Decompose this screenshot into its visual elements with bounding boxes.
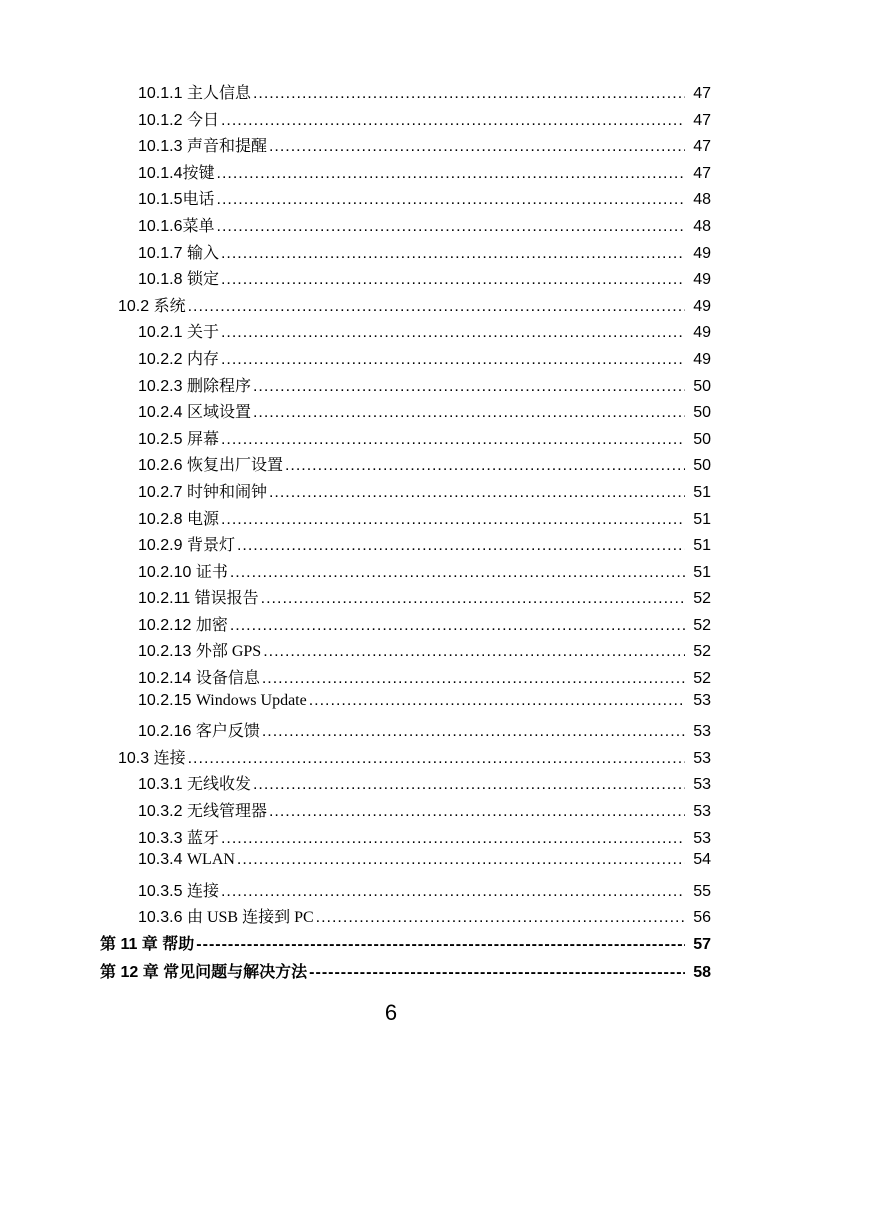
toc-entry-title: 证书 bbox=[195, 563, 228, 581]
toc-entry-number: 10.2.16 bbox=[138, 723, 196, 741]
toc-entry-page: 50 bbox=[693, 377, 711, 395]
toc-entry-title: 主人信息 bbox=[186, 85, 251, 102]
toc-entry[interactable] bbox=[0, 479, 869, 506]
toc-entry-title: 加密 bbox=[195, 616, 228, 634]
toc-entry-label bbox=[138, 186, 215, 209]
toc-entry-label bbox=[138, 532, 235, 555]
toc-entry-number: 10.2.7 bbox=[138, 483, 187, 501]
toc-entry-number: 10.3.2 bbox=[138, 803, 187, 821]
toc-leader-dots bbox=[262, 723, 685, 741]
toc-entry-label bbox=[138, 213, 215, 236]
toc-entry-number: 第 12 章 bbox=[100, 963, 164, 981]
toc-entry-title: 电话 bbox=[182, 191, 215, 209]
toc-entry[interactable] bbox=[0, 399, 869, 426]
toc-entry-title: 设备信息 bbox=[195, 670, 260, 688]
toc-entry-title: 今日 bbox=[186, 111, 219, 129]
toc-entry-number: 10.1.8 bbox=[138, 271, 187, 289]
toc-entry-label bbox=[138, 771, 251, 794]
toc-entry-number: 10.2.2 bbox=[138, 350, 187, 368]
toc-entry-number: 10.3.1 bbox=[138, 776, 187, 794]
toc-entry-title: 无线收发 bbox=[186, 776, 251, 794]
toc-entry-number: 10.3.3 bbox=[138, 829, 187, 847]
toc-entry-label bbox=[100, 931, 194, 954]
toc-entry[interactable] bbox=[0, 665, 869, 692]
toc-entry-label bbox=[138, 479, 267, 502]
toc-leader-dots bbox=[309, 964, 685, 982]
toc-entry-page: 51 bbox=[693, 510, 711, 528]
toc-entry-title: 外部 GPS bbox=[195, 643, 262, 661]
toc-entry[interactable] bbox=[0, 585, 869, 612]
toc-entry-title: 由 USB 连接到 PC bbox=[186, 909, 314, 927]
toc-leader-dots bbox=[309, 692, 685, 710]
toc-entry-title: 错误报告 bbox=[194, 590, 259, 608]
toc-leader-dots bbox=[217, 165, 686, 183]
toc-entry[interactable] bbox=[0, 798, 869, 825]
toc-entry-number: 10.1.6 bbox=[138, 217, 183, 235]
toc-entry-number: 10.1.1 bbox=[138, 85, 187, 102]
toc-entry-page: 50 bbox=[693, 404, 711, 422]
toc-leader-dots bbox=[221, 245, 685, 263]
toc-leader-dots bbox=[217, 191, 686, 209]
toc-entry[interactable] bbox=[0, 825, 869, 852]
toc-entry-number: 10.2 bbox=[118, 297, 154, 315]
toc-leader-dots bbox=[269, 803, 685, 821]
toc-entry-title: 蓝牙 bbox=[186, 829, 219, 847]
toc-entry-page: 48 bbox=[693, 217, 711, 235]
toc-entry-number: 10.2.4 bbox=[138, 404, 187, 422]
toc-entry-label bbox=[138, 718, 260, 741]
toc-entry-number: 10.1.4 bbox=[138, 164, 183, 182]
toc-entry[interactable] bbox=[0, 107, 869, 134]
toc-entry-title: 系统 bbox=[153, 297, 186, 315]
toc-leader-dots bbox=[253, 404, 685, 422]
toc-entry-page: 49 bbox=[693, 297, 711, 315]
toc-leader-dots bbox=[221, 830, 685, 848]
toc-entry-label bbox=[138, 825, 219, 848]
page-number: 6 bbox=[384, 1000, 398, 1025]
toc-entry[interactable] bbox=[0, 878, 869, 905]
toc-leader-dots bbox=[230, 564, 685, 582]
toc-entry-title: 锁定 bbox=[186, 271, 219, 289]
toc-entry-title: 连接 bbox=[153, 749, 186, 767]
toc-leader-dots bbox=[230, 617, 685, 635]
toc-entry-page: 58 bbox=[693, 963, 711, 981]
toc-entry-number: 10.2.8 bbox=[138, 510, 187, 528]
toc-entry-title: 电源 bbox=[186, 510, 219, 528]
toc-leader-dots bbox=[221, 271, 685, 289]
toc-entry-number: 10.3 bbox=[118, 749, 154, 767]
toc-entry[interactable] bbox=[0, 559, 869, 586]
toc-entry-page: 47 bbox=[693, 164, 711, 182]
toc-entry-page: 52 bbox=[693, 616, 711, 634]
toc-entry[interactable] bbox=[0, 638, 869, 665]
toc-entry-page: 53 bbox=[693, 803, 711, 821]
toc-leader-dots bbox=[221, 351, 685, 369]
toc-leader-dots bbox=[196, 936, 685, 954]
toc-entry[interactable] bbox=[0, 692, 869, 719]
toc-entry-page: 55 bbox=[693, 882, 711, 900]
toc-leader-dots bbox=[237, 851, 685, 869]
toc-entry-page: 48 bbox=[693, 191, 711, 209]
toc-entry-number: 10.3.6 bbox=[138, 909, 187, 927]
toc-entry-title: 输入 bbox=[186, 244, 219, 262]
table-of-contents bbox=[0, 80, 869, 986]
toc-entry-label bbox=[138, 399, 251, 422]
toc-entry-number: 10.2.11 bbox=[138, 590, 195, 608]
toc-entry-number: 10.1.2 bbox=[138, 111, 187, 129]
toc-entry[interactable] bbox=[0, 266, 869, 293]
toc-entry-page: 53 bbox=[693, 749, 711, 767]
toc-entry-page: 50 bbox=[693, 457, 711, 475]
toc-leader-dots bbox=[285, 457, 685, 475]
toc-entry[interactable] bbox=[0, 452, 869, 479]
toc-entry-page: 52 bbox=[693, 643, 711, 661]
toc-entry-label bbox=[118, 745, 186, 768]
toc-entry-title: 无线管理器 bbox=[186, 803, 267, 821]
toc-entry-title: Windows Update bbox=[195, 691, 307, 709]
toc-entry-title: 删除程序 bbox=[186, 377, 251, 395]
toc-leader-dots bbox=[316, 909, 685, 927]
toc-entry-page: 50 bbox=[693, 430, 711, 448]
toc-entry-label bbox=[138, 638, 261, 661]
toc-entry-page: 49 bbox=[693, 350, 711, 368]
toc-leader-dots bbox=[221, 883, 685, 901]
toc-entry-title: 时钟和闹钟 bbox=[186, 483, 267, 501]
toc-leader-dots bbox=[217, 218, 686, 236]
toc-entry-label bbox=[138, 80, 251, 103]
toc-entry-label bbox=[138, 266, 219, 289]
toc-entry-number: 10.2.5 bbox=[138, 430, 187, 448]
toc-entry-label bbox=[138, 798, 267, 821]
toc-entry-label bbox=[138, 346, 219, 369]
toc-entry[interactable] bbox=[0, 904, 869, 931]
toc-entry-title: 声音和提醒 bbox=[186, 138, 267, 156]
toc-entry-label bbox=[138, 506, 219, 529]
toc-entry-number: 10.1.7 bbox=[138, 244, 187, 262]
toc-leader-dots bbox=[221, 511, 685, 529]
toc-entry-label bbox=[138, 160, 215, 183]
toc-entry-label bbox=[138, 107, 219, 130]
toc-entry[interactable] bbox=[0, 745, 869, 772]
toc-entry-page: 53 bbox=[693, 776, 711, 794]
toc-entry[interactable] bbox=[0, 931, 869, 959]
toc-entry-page: 53 bbox=[693, 723, 711, 741]
toc-entry-title: 关于 bbox=[186, 324, 219, 342]
toc-entry-title: 恢复出厂设置 bbox=[186, 457, 283, 475]
toc-entry-number: 10.3.4 bbox=[138, 851, 187, 869]
toc-entry-page: 57 bbox=[693, 936, 711, 953]
toc-entry-label bbox=[138, 133, 267, 156]
toc-entry[interactable] bbox=[0, 160, 869, 187]
toc-entry-number: 10.1.5 bbox=[138, 191, 183, 209]
toc-entry-page: 52 bbox=[693, 590, 711, 608]
toc-entry-title: 常见问题与解决方法 bbox=[163, 963, 308, 981]
toc-entry-title: WLAN bbox=[186, 851, 235, 869]
toc-entry-label bbox=[138, 692, 307, 710]
toc-entry-title: 背景灯 bbox=[186, 537, 235, 555]
toc-entry-title: 按键 bbox=[182, 164, 215, 182]
toc-entry-number: 10.2.12 bbox=[138, 616, 196, 634]
toc-entry-title: 区域设置 bbox=[186, 404, 251, 422]
toc-entry-label bbox=[138, 373, 251, 396]
toc-entry[interactable] bbox=[0, 771, 869, 798]
toc-entry-label bbox=[138, 851, 235, 869]
toc-entry-number: 10.1.3 bbox=[138, 138, 187, 156]
toc-entry-label bbox=[138, 452, 283, 475]
toc-leader-dots bbox=[221, 112, 685, 130]
toc-leader-dots bbox=[269, 138, 685, 156]
toc-entry[interactable] bbox=[0, 426, 869, 453]
toc-entry-page: 47 bbox=[693, 85, 711, 102]
toc-entry[interactable] bbox=[0, 346, 869, 373]
toc-entry-title: 屏幕 bbox=[186, 430, 219, 448]
toc-entry[interactable] bbox=[0, 959, 869, 987]
toc-entry-page: 54 bbox=[693, 851, 711, 869]
toc-leader-dots bbox=[188, 298, 685, 316]
toc-entry-page: 51 bbox=[693, 483, 711, 501]
toc-entry-label bbox=[138, 240, 219, 263]
toc-entry-label bbox=[138, 665, 260, 688]
toc-entry-number: 10.2.1 bbox=[138, 324, 187, 342]
toc-entry-page: 47 bbox=[693, 111, 711, 129]
toc-entry-label bbox=[138, 426, 219, 449]
toc-entry[interactable] bbox=[0, 240, 869, 267]
toc-entry-title: 菜单 bbox=[182, 217, 215, 235]
toc-leader-dots bbox=[188, 750, 685, 768]
toc-entry-page: 51 bbox=[693, 563, 711, 581]
toc-leader-dots bbox=[237, 537, 685, 555]
toc-entry[interactable] bbox=[0, 718, 869, 745]
toc-entry-page: 49 bbox=[693, 324, 711, 342]
toc-leader-dots bbox=[253, 378, 685, 396]
toc-entry-number: 第 11 章 bbox=[100, 936, 163, 953]
toc-entry-title: 客户反馈 bbox=[195, 723, 260, 741]
toc-entry-label bbox=[138, 904, 314, 927]
toc-leader-dots bbox=[253, 776, 685, 794]
toc-entry[interactable] bbox=[0, 612, 869, 639]
toc-entry-number: 10.2.15 bbox=[138, 691, 196, 709]
toc-entry[interactable] bbox=[0, 293, 869, 320]
toc-entry-number: 10.2.6 bbox=[138, 457, 187, 475]
toc-entry-label bbox=[138, 612, 228, 635]
toc-entry-label bbox=[138, 559, 228, 582]
toc-leader-dots bbox=[262, 670, 685, 688]
toc-entry-number: 10.2.13 bbox=[138, 643, 196, 661]
toc-entry-label bbox=[118, 293, 186, 316]
toc-entry-title: 连接 bbox=[186, 882, 219, 900]
toc-leader-dots bbox=[263, 643, 685, 661]
toc-entry-page: 51 bbox=[693, 537, 711, 555]
toc-entry-page: 49 bbox=[693, 271, 711, 289]
toc-leader-dots bbox=[253, 85, 685, 103]
toc-entry[interactable] bbox=[0, 213, 869, 240]
toc-entry[interactable] bbox=[0, 851, 869, 878]
toc-entry[interactable] bbox=[0, 506, 869, 533]
toc-entry-number: 10.2.9 bbox=[138, 537, 187, 555]
toc-entry[interactable] bbox=[0, 186, 869, 213]
toc-entry-number: 10.2.14 bbox=[138, 670, 196, 688]
toc-leader-dots bbox=[221, 431, 685, 449]
toc-entry-page: 49 bbox=[693, 244, 711, 262]
toc-entry-label bbox=[138, 319, 219, 342]
toc-leader-dots bbox=[261, 590, 685, 608]
toc-entry-label bbox=[138, 878, 219, 901]
toc-entry-page: 47 bbox=[693, 138, 711, 156]
toc-entry-page: 53 bbox=[693, 691, 711, 709]
toc-leader-dots bbox=[269, 484, 685, 502]
toc-entry-number: 10.2.3 bbox=[138, 377, 187, 395]
toc-entry-page: 56 bbox=[693, 909, 711, 927]
toc-entry-label bbox=[100, 959, 307, 982]
toc-entry-number: 10.2.10 bbox=[138, 563, 196, 581]
toc-entry-title: 帮助 bbox=[162, 936, 195, 953]
toc-entry-title: 内存 bbox=[186, 350, 219, 368]
toc-entry-number: 10.3.5 bbox=[138, 882, 187, 900]
toc-entry-page: 52 bbox=[693, 670, 711, 688]
toc-entry-page: 53 bbox=[693, 829, 711, 847]
toc-entry[interactable] bbox=[0, 133, 869, 160]
toc-entry[interactable] bbox=[0, 373, 869, 400]
toc-entry[interactable] bbox=[0, 532, 869, 559]
toc-entry[interactable] bbox=[0, 80, 869, 107]
toc-entry[interactable] bbox=[0, 319, 869, 346]
toc-leader-dots bbox=[221, 324, 685, 342]
toc-entry-label bbox=[138, 585, 259, 608]
